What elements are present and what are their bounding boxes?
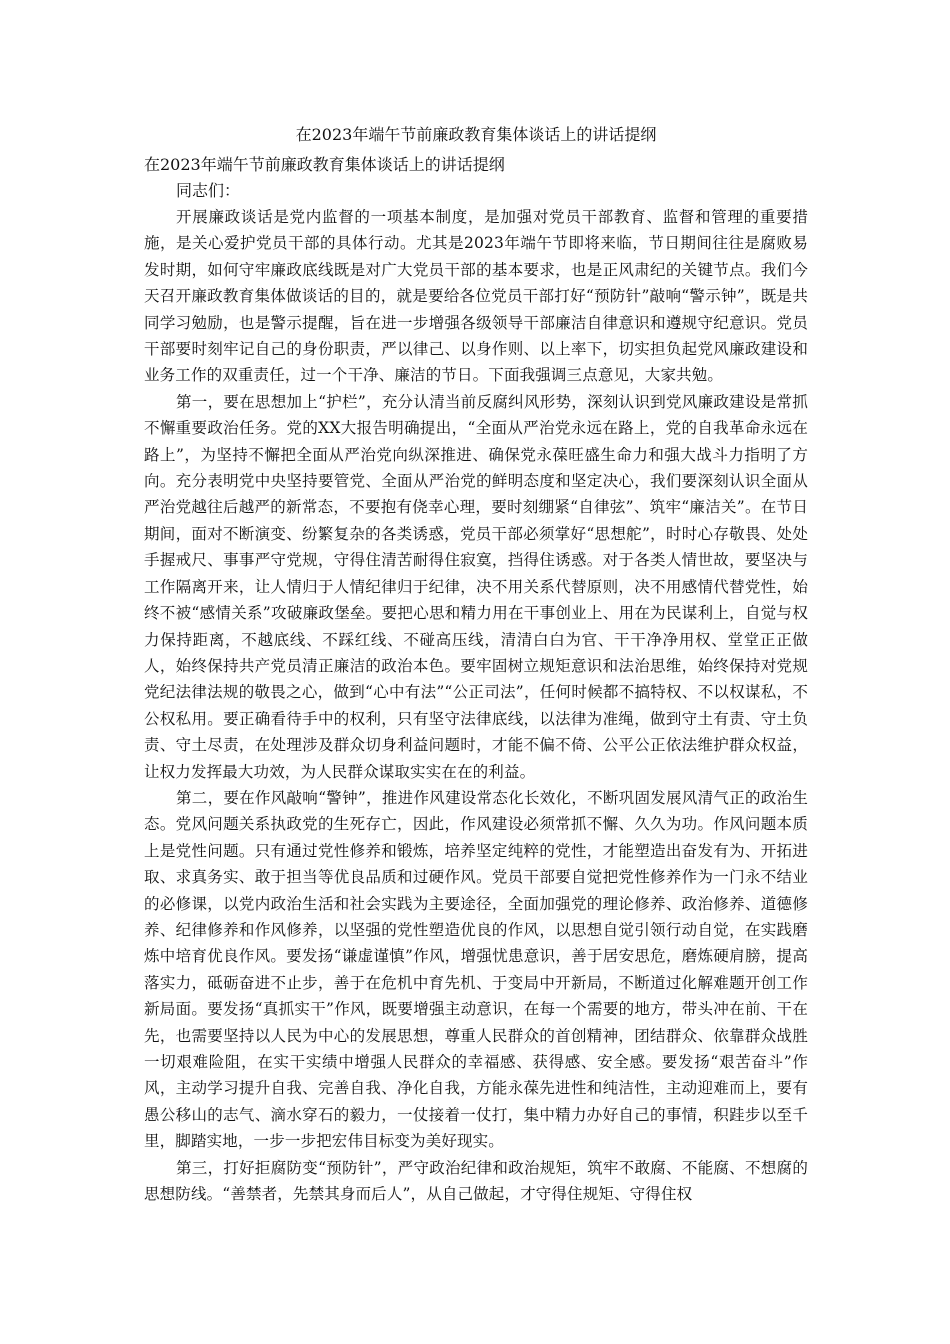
document-page [144, 118, 808, 1207]
paragraph-intro: 开展廉政谈话是党内监督的一项基本制度，是加强对党员干部教育、监督和管理的重要措施，是关心爱护党员干部的具体行动。尤其是2023年端午节即将来临，节日期间往往是腐败易发时期，如何守牢廉政底线既是对广大党员干部的基本要求，也是正风肃纪的关键节点。我们今天召开廉政教育集体做谈话的目的，就是要给各位党员干部打好“预防针”敲响“警示钟”，既是共同学习勉励，也是警示提醒，旨在进一步增强各级领导干部廉洁自律意识和遵规守纪意识。党员干部要时刻牢记自己的身份职责，严以律己、以身作则、以上率下，切实担负起党风廉政建设和业务工作的双重责任，过一个干净、廉洁的节日。下面我强调三点意见，大家共勉。 [144, 208, 808, 385]
paragraph-third-point: 第三，打好拒腐防变“预防针”，严守政治纪律和政治规矩，筑牢不敢腐、不能腐、不想腐的思想防线。“善禁者，先禁其身而后人”，从自己做起，才守得住规矩、守得住权 [144, 1158, 808, 1204]
paragraph-second-point: 第二，要在作风敲响“警钟”，推进作风建设常态化长效化，不断巩固发展风清气正的政治生态。党风问题关系执政党的生死存亡，因此，作风建设必须常抓不懈、久久为功。作风问题本质上是党性问题。只有通过党性修养和锻炼，培养坚定纯粹的党性，才能塑造出奋发有为、开拓进取、求真务实、敢于担当等优良品质和过硬作风。党员干部要自觉把党性修养作为一门永不结业的必修课，以党内政治生活和社会实践为主要途径，全面加强党的理论修养、政治修养、道德修养、纪律修养和作风修养，以坚强的党性塑造优良的作风，以思想自觉引领行动自觉，在实践磨炼中培育优良作风。要发扬“谦虚谨慎”作风，增强忧患意识，善于居安思危，磨炼硬肩膀，提高落实力，砥砺奋进不止步，善于在危机中育先机、于变局中开新局，不断道过化解难题开创工作新局面。要发扬“真抓实干”作风，既要增强主动意识，在每一个需要的地方，带头冲在前、干在先，也需要坚持以人民为中心的发展思想，尊重人民群众的首创精神，团结群众、依靠群众战胜一切艰难险阻，在实干实绩中增强人民群众的幸福感、获得感、安全感。要发扬“艰苦奋斗”作风，主动学习提升自我、完善自我、净化自我，方能永葆先进性和纯洁性，主动迎难而上，要有愚公移山的志气、滴水穿石的毅力，一仗接着一仗打，集中精力办好自己的事情，积跬步以至千里，脚踏实地，一步一步把宏伟目标变为美好现实。 [144, 788, 808, 1151]
document-title-centered: 在2023年端午节前廉政教育集体谈话上的讲话提纲 [295, 125, 657, 144]
paragraph-first-point: 第一，要在思想加上“护栏”，充分认清当前反腐纠风形势，深刻认识到党风廉政建设是常抓不懈重要政治任务。党的XX大报告明确提出，“全面从严治党永远在路上，党的自我革命永远在路上”，为坚持不懈把全面从严治党向纵深推进、确保党永葆旺盛生命力和强大战斗力指明了方向。充分表明党中央坚持要管党、全面从严治党的鲜明态度和坚定决心，我们要深刻认识全面从严治党越往后越严的新常态，不要抱有侥幸心理，要时刻绷紧“自律弦”、筑牢“廉洁关”。在节日期间，面对不断演变、纷繁复杂的各类诱惑，党员干部必须掌好“思想舵”，时时心存敬畏、处处手握戒尺、事事严守党规，守得住清苦耐得住寂寞，挡得住诱惑。对于各类人情世故，要坚决与工作隔离开来，让人情归于人情纪律归于纪律，决不用关系代替原则，决不用感情代替党性，始终不被“感情关系”攻破廉政堡垒。要把心思和精力用在干事创业上、用在为民谋利上，自觉与权力保持距离，不越底线、不踩红线、不碰高压线，清清白白为官、干干净净用权、堂堂正正做人，始终保持共产党员清正廉洁的政治本色。要牢固树立规矩意识和法治思维，始终保持对党规党纪法律法规的敬畏之心，做到“心中有法”“公正司法”，任何时候都不搞特权、不以权谋私，不公权私用。要正确看待手中的权利，只有坚守法律底线，以法律为准绳，做到守土有责、守土负责、守土尽责，在处理涉及群众切身利益问题时，才能不偏不倚、公平公正依法维护群众权益，让权力发挥最大功效，为人民群众谋取实实在在的利益。 [144, 392, 808, 781]
document-title-left: 在2023年端午节前廉政教育集体谈话上的讲话提纲 [144, 155, 505, 174]
salutation: 同志们： [176, 181, 241, 200]
